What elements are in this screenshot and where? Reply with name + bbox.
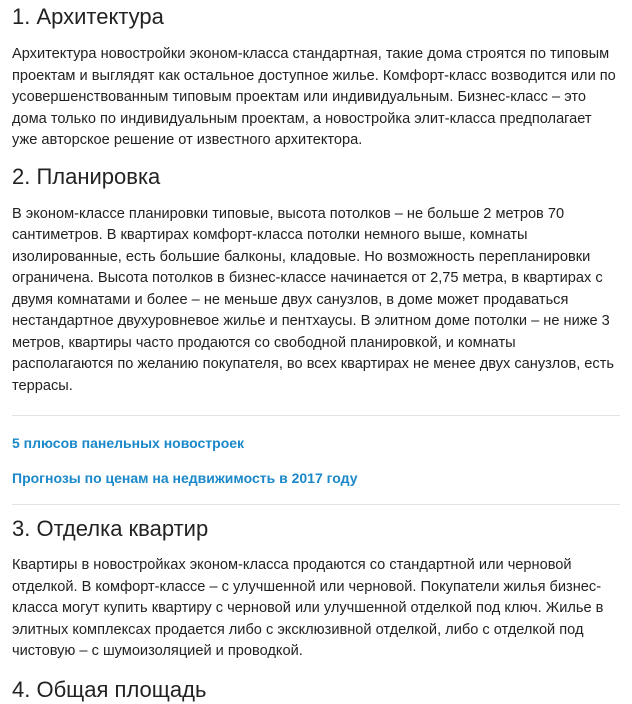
section-heading-architecture: 1. Архитектура xyxy=(12,4,164,29)
section-text-layout: В эконом-классе планировки типовые, высота потолков – не больше 2 метров 70 сантиметров. В квартирах комфорт-класса потолки немного выше, комнаты изолированные, есть большие балконы, кладовые. Но возможность перепланировки ограничена. Высота потолков в бизнес-классе начинается от 2,75 метра, в квартирах с двумя комнатами и более – не меньше двух санузлов, в доме может продаваться нестандартное двухуровневое жилье и пентхаусы. В элитном доме потолки – не ниже 3 метров, квартиры часто продаются со свободной планировкой, и комнаты располагаются по желанию покупателя, во всех квартирах не менее двух санузлов, есть террасы. xyxy=(12,205,615,394)
related-link-panel-buildings[interactable]: 5 плюсов панельных новостроек xyxy=(12,435,245,451)
section-heading-total-area: 4. Общая площадь xyxy=(12,676,207,702)
section-text-finishing: Квартиры в новостройках эконом-класса продаются со стандартной или черновой отделкой. В комфорт-классе – с улучшенной или черновой. Покупатели жилья бизнес-класса могут купить квартиру с черновой или улучшенной отделкой под ключ. Жилье в элитных комплексах продается либо с эксклюзивной отделкой, либо с отделкой под чистовую – с шумоизоляцией и проводкой. xyxy=(12,557,604,659)
section-heading-finishing: 3. Отделка квартир xyxy=(12,516,209,541)
section-text-architecture: Архитектура новостройки эконом-класса стандартная, такие дома строятся по типовым проектам и выглядят как остальное доступное жилье. Комфорт-класс возводится или по усовершенствованным типовым проектам или индивидуальным. Бизнес-класс – это дома только по индивидуальным проектам, а новостройка элит-класса предполагает уже авторское решение от известного архитектора. xyxy=(12,46,616,148)
section-heading-layout: 2. Планировка xyxy=(12,163,161,189)
related-links xyxy=(12,416,620,504)
related-link-price-forecast[interactable]: Прогнозы по ценам на недвижимость в 2017 году xyxy=(12,470,358,486)
divider-bottom xyxy=(12,504,620,505)
